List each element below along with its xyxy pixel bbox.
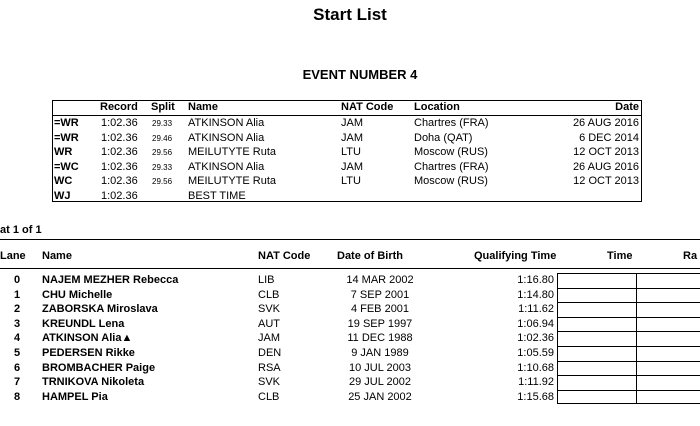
- record-location: Moscow (RUS): [414, 175, 488, 188]
- swimmer-dob: 7 SEP 2001: [350, 288, 410, 301]
- lane-number: 6: [13, 361, 21, 374]
- lane-number: 3: [13, 317, 21, 330]
- time-grid-divider: [636, 273, 637, 404]
- records-col-date: Date: [615, 101, 639, 113]
- swimmer-nat: SVK: [258, 376, 281, 389]
- swimmer-dob: 25 JAN 2002: [348, 390, 412, 403]
- time-grid-row-line: [557, 317, 700, 318]
- swimmer-dob: 11 DEC 1988: [347, 332, 413, 345]
- swimmer-dob: 4 FEB 2001: [350, 303, 410, 316]
- swimmer-dob: 29 JUL 2002: [349, 376, 411, 389]
- record-nat: JAM: [341, 117, 363, 129]
- lane-number: 0: [13, 274, 21, 286]
- record-split: 29.56: [152, 177, 173, 187]
- swimmer-dob: 14 MAR 2002: [346, 274, 414, 286]
- swimmer-name: ZABORSKA Miroslava: [42, 303, 158, 316]
- swimmer-name: CHU Michelle: [42, 288, 113, 301]
- record-time: 1:02.36: [101, 175, 138, 188]
- record-date: 12 OCT 2013: [573, 175, 639, 188]
- record-time: 1:02.36: [101, 131, 138, 144]
- lane-number: 5: [13, 347, 21, 359]
- record-time: 1:02.36: [101, 190, 138, 202]
- record-code: =WC: [54, 160, 79, 173]
- heat-label: at 1 of 1: [0, 224, 42, 236]
- qualifying-time: 1:06.94: [517, 317, 554, 330]
- record-holder: BEST TIME: [188, 190, 246, 202]
- time-grid-row-line: [557, 288, 700, 289]
- record-code: WC: [54, 175, 73, 188]
- record-nat: JAM: [341, 131, 363, 144]
- record-nat: LTU: [341, 175, 361, 188]
- record-holder: MEILUTYTE Ruta: [188, 175, 277, 188]
- record-holder: MEILUTYTE Ruta: [188, 146, 277, 159]
- qualifying-time: 1:15.68: [517, 390, 554, 403]
- lane-number: 7: [13, 376, 21, 389]
- record-time: 1:02.36: [101, 146, 138, 159]
- heat-col-nat: NAT Code: [258, 250, 311, 262]
- record-holder: ATKINSON Alia: [188, 117, 265, 129]
- time-grid-row-line: [557, 302, 700, 303]
- swimmer-nat: JAM: [258, 332, 280, 345]
- record-location: Chartres (FRA): [414, 117, 489, 129]
- records-col-nat: NAT Code: [341, 101, 394, 113]
- qualifying-time: 1:10.68: [517, 361, 554, 374]
- records-header-divider: [53, 115, 641, 116]
- swimmer-nat: CLB: [258, 288, 280, 301]
- swimmer-dob: 19 SEP 1997: [347, 317, 413, 330]
- qualifying-time: 1:14.80: [517, 288, 554, 301]
- lane-number: 4: [13, 332, 21, 345]
- swimmer-name: HAMPEL Pia: [42, 390, 108, 403]
- record-code: WR: [54, 146, 73, 159]
- swimmer-name: KREUNDL Lena: [42, 317, 125, 330]
- records-col-location: Location: [414, 101, 460, 113]
- record-location: Doha (QAT): [414, 131, 473, 144]
- page-title: Start List: [313, 5, 387, 24]
- record-nat: JAM: [341, 160, 363, 173]
- record-split: 29.33: [152, 162, 173, 172]
- heat-col-qualifying-time: Qualifying Time: [474, 250, 557, 262]
- swimmer-name: TRNIKOVA Nikoleta: [42, 376, 145, 389]
- swimmer-nat: LIB: [258, 274, 275, 286]
- record-location: Chartres (FRA): [414, 160, 489, 173]
- qualifying-time: 1:16.80: [517, 274, 554, 286]
- records-col-record: Record: [100, 101, 138, 113]
- record-location: Moscow (RUS): [414, 146, 488, 159]
- record-code: =WR: [54, 117, 79, 129]
- record-nat: LTU: [341, 146, 361, 159]
- swimmer-nat: RSA: [258, 361, 281, 374]
- swimmer-name: ATKINSON Alia▲: [42, 332, 133, 345]
- swimmer-name: BROMBACHER Paige: [42, 361, 156, 374]
- swimmer-nat: AUT: [258, 317, 280, 330]
- qualifying-time: 1:11.62: [518, 303, 554, 316]
- record-code: WJ: [54, 190, 71, 202]
- time-grid-row-line: [557, 390, 700, 391]
- swimmer-nat: SVK: [258, 303, 281, 316]
- swimmer-name: PEDERSEN Rikke: [42, 347, 135, 359]
- heat-col-rank: Ra: [683, 250, 698, 262]
- record-date: 26 AUG 2016: [572, 160, 639, 173]
- time-grid-row-line: [557, 361, 700, 362]
- time-grid-row-line: [557, 346, 700, 347]
- record-time: 1:02.36: [101, 160, 138, 173]
- time-grid-row-line: [557, 375, 700, 376]
- heat-col-dob: Date of Birth: [337, 250, 403, 262]
- record-split: 29.56: [152, 148, 173, 158]
- record-time: 1:02.36: [101, 117, 138, 129]
- record-date: 6 DEC 2014: [579, 131, 639, 144]
- heat-header-divider: [0, 268, 700, 269]
- swimmer-nat: DEN: [258, 347, 282, 359]
- swimmer-name: NAJEM MEZHER Rebecca: [42, 274, 179, 286]
- record-holder: ATKINSON Alia: [188, 131, 265, 144]
- swimmer-nat: CLB: [258, 390, 280, 403]
- event-title: EVENT NUMBER 4: [302, 67, 418, 82]
- heat-col-lane: Lane: [0, 250, 26, 262]
- heat-col-time: Time: [607, 250, 633, 262]
- lane-number: 2: [13, 303, 21, 316]
- swimmer-dob: 10 JUL 2003: [349, 361, 411, 374]
- time-entry-grid: [557, 273, 700, 404]
- qualifying-time: 1:11.92: [518, 376, 554, 389]
- time-grid-row-line: [557, 331, 700, 332]
- heat-top-divider: [0, 239, 700, 240]
- record-date: 12 OCT 2013: [573, 146, 639, 159]
- heat-col-name: Name: [42, 250, 72, 262]
- records-col-split: Split: [151, 101, 175, 113]
- lane-number: 1: [13, 288, 21, 301]
- record-date: 26 AUG 2016: [572, 117, 639, 129]
- record-split: 29.46: [152, 133, 173, 143]
- qualifying-time: 1:05.59: [517, 347, 554, 359]
- record-holder: ATKINSON Alia: [188, 160, 265, 173]
- qualifying-time: 1:02.36: [517, 332, 554, 345]
- swimmer-dob: 9 JAN 1989: [351, 347, 409, 359]
- lane-number: 8: [13, 390, 21, 403]
- record-split: 29.33: [152, 119, 173, 128]
- record-code: =WR: [54, 131, 79, 144]
- records-col-name: Name: [188, 101, 218, 113]
